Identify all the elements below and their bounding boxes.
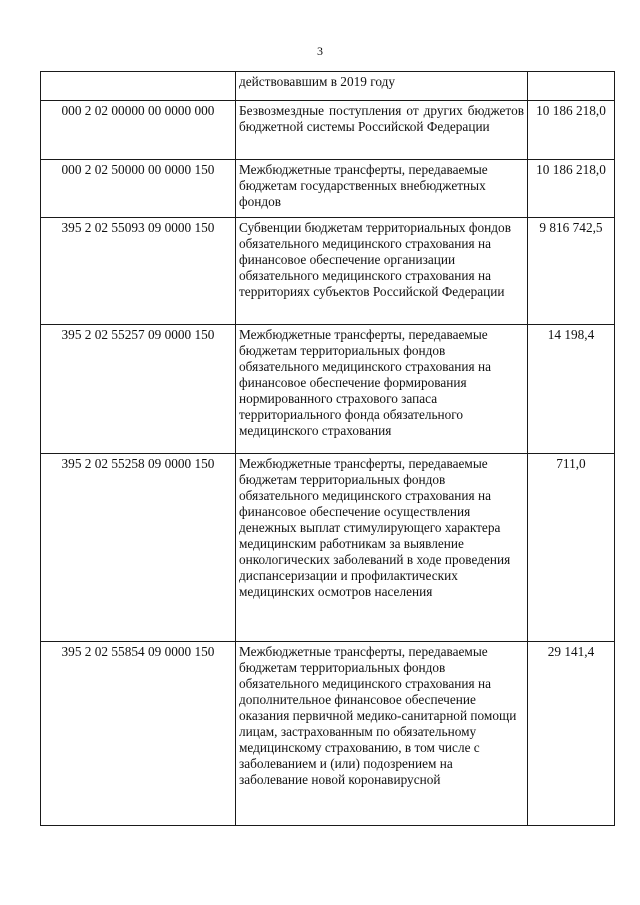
amount-cell: 14 198,4 [528,325,615,454]
code-cell: 395 2 02 55257 09 0000 150 [41,325,236,454]
code-cell: 000 2 02 50000 00 0000 150 [41,160,236,218]
amount-cell [528,72,615,101]
name-cell: Межбюджетные трансферты, передаваемые бюджетам территориальных фондов обязательного медицинского страхования на финансовое обеспечение формирования нормированного страхового запаса территориального фонда обязательного медицинского страхования [236,325,528,454]
budget-table [40,71,615,826]
page-number: 3 [317,44,323,58]
table-row [41,454,615,642]
amount-cell: 9 816 742,5 [528,218,615,325]
amount-cell: 10 186 218,0 [528,160,615,218]
table-row [41,642,615,826]
table-row [41,325,615,454]
code-cell: 395 2 02 55093 09 0000 150 [41,218,236,325]
amount-cell: 711,0 [528,454,615,642]
table-row [41,101,615,160]
code-cell: 395 2 02 55258 09 0000 150 [41,454,236,642]
name-cell: Субвенции бюджетам территориальных фондов обязательного медицинского страхования на финансовое обеспечение организации обязательного медицинского страхования на территориях субъектов Российской Федерации [236,218,528,325]
amount-cell: 29 141,4 [528,642,615,826]
name-cell: Межбюджетные трансферты, передаваемые бюджетам государственных внебюджетных фондов [236,160,528,218]
table-row [41,160,615,218]
table-row [41,218,615,325]
table-row [41,72,615,101]
code-cell: 395 2 02 55854 09 0000 150 [41,642,236,826]
name-cell: Межбюджетные трансферты, передаваемые бюджетам территориальных фондов обязательного медицинского страхования на финансовое обеспечение осуществления денежных выплат стимулирующего характера медицинским работникам за выявление онкологических заболеваний в ходе проведения диспансеризации и профилактических медицинских осмотров населения [236,454,528,642]
code-cell [41,72,236,101]
code-cell: 000 2 02 00000 00 0000 000 [41,101,236,160]
name-cell: действовавшим в 2019 году [236,72,528,101]
name-cell: Межбюджетные трансферты, передаваемые бюджетам территориальных фондов обязательного медицинского страхования на дополнительное финансовое обеспечение оказания первичной медико-санитарной помощи лицам, застрахованным по обязательному медицинскому страхованию, в том числе с заболеванием и (или) подозрением на заболевание новой коронавирусной [236,642,528,826]
name-cell: Безвозмездные поступления от других бюджетов бюджетной системы Российской Федерации [236,101,528,160]
amount-cell: 10 186 218,0 [528,101,615,160]
